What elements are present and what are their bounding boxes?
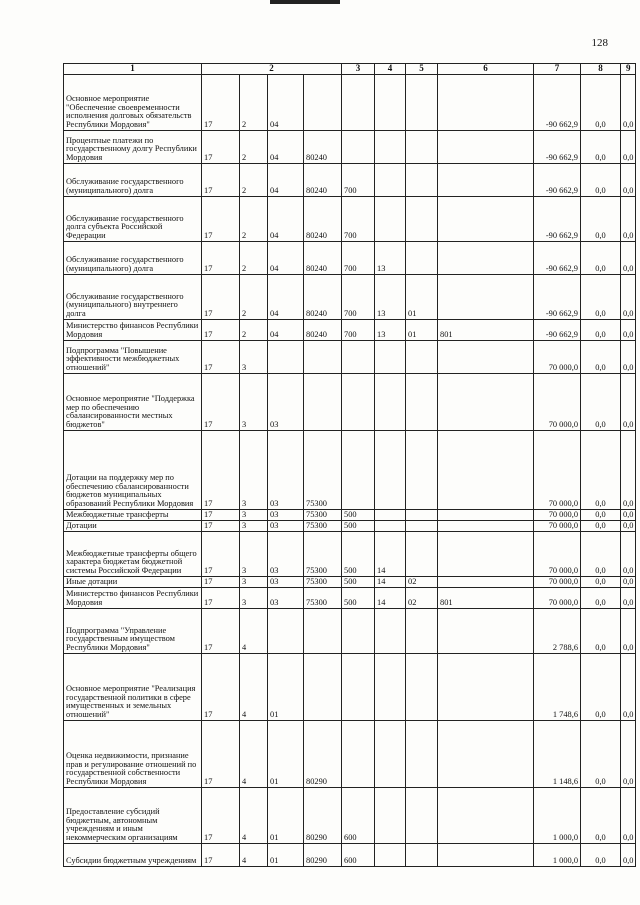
code-cell: 13 bbox=[375, 320, 406, 341]
code-cell: 700 bbox=[342, 164, 375, 197]
code-cell: 03 bbox=[268, 521, 304, 532]
value-cell: 0,0 bbox=[581, 588, 621, 609]
code-cell: 500 bbox=[342, 521, 375, 532]
code-cell: 3 bbox=[240, 510, 268, 521]
code-cell: 03 bbox=[268, 577, 304, 588]
amount-cell: -90 662,9 bbox=[534, 131, 581, 164]
amount-cell: 70 000,0 bbox=[534, 588, 581, 609]
code-cell: 75300 bbox=[304, 588, 342, 609]
code-cell: 17 bbox=[202, 577, 240, 588]
table-row bbox=[64, 197, 636, 242]
code-cell bbox=[438, 275, 534, 320]
code-cell: 17 bbox=[202, 275, 240, 320]
row-name: Основное мероприятие "Поддержка мер по обеспечению сбалансированности местных бюджетов" bbox=[64, 374, 202, 431]
code-cell: 80240 bbox=[304, 320, 342, 341]
code-cell: 17 bbox=[202, 374, 240, 431]
code-cell: 75300 bbox=[304, 532, 342, 577]
code-cell: 4 bbox=[240, 721, 268, 788]
value-cell: 0,0 bbox=[581, 341, 621, 374]
scan-artifact bbox=[270, 0, 340, 4]
row-name: Дотации на поддержку мер по обеспечению сбалансированности бюджетов муниципальных образований Республики Мордовия bbox=[64, 431, 202, 510]
code-cell bbox=[342, 609, 375, 654]
code-cell bbox=[342, 75, 375, 131]
code-cell: 04 bbox=[268, 197, 304, 242]
header-cell: 5 bbox=[406, 64, 438, 75]
row-name: Процентные платежи по государственному долгу Республики Мордовия bbox=[64, 131, 202, 164]
amount-cell: -90 662,9 bbox=[534, 164, 581, 197]
value-cell: 0,0 bbox=[621, 431, 636, 510]
code-cell: 3 bbox=[240, 577, 268, 588]
value-cell: 0,0 bbox=[621, 275, 636, 320]
value-cell: 0,0 bbox=[581, 164, 621, 197]
amount-cell: 70 000,0 bbox=[534, 577, 581, 588]
value-cell: 0,0 bbox=[621, 654, 636, 721]
table-row bbox=[64, 242, 636, 275]
code-cell bbox=[304, 75, 342, 131]
header-cell: 8 bbox=[581, 64, 621, 75]
code-cell bbox=[304, 374, 342, 431]
value-cell: 0,0 bbox=[621, 242, 636, 275]
value-cell: 0,0 bbox=[621, 197, 636, 242]
table-row bbox=[64, 844, 636, 867]
code-cell bbox=[438, 532, 534, 577]
value-cell: 0,0 bbox=[621, 164, 636, 197]
code-cell bbox=[406, 131, 438, 164]
code-cell: 17 bbox=[202, 788, 240, 844]
code-cell: 03 bbox=[268, 374, 304, 431]
code-cell bbox=[342, 654, 375, 721]
row-name: Основное мероприятие "Обеспечение своевременности исполнения долговых обязательств Республики Мордовия" bbox=[64, 75, 202, 131]
row-name: Министерство финансов Республики Мордовия bbox=[64, 588, 202, 609]
code-cell: 4 bbox=[240, 788, 268, 844]
row-name: Предоставление субсидий бюджетным, автономным учреждениям и иным некоммерческим организациям bbox=[64, 788, 202, 844]
code-cell bbox=[406, 341, 438, 374]
code-cell bbox=[406, 197, 438, 242]
code-cell: 3 bbox=[240, 588, 268, 609]
code-cell bbox=[304, 609, 342, 654]
header-cell: 4 bbox=[375, 64, 406, 75]
code-cell: 2 bbox=[240, 131, 268, 164]
code-cell: 17 bbox=[202, 654, 240, 721]
code-cell bbox=[438, 521, 534, 532]
code-cell: 80240 bbox=[304, 197, 342, 242]
row-name: Обслуживание государственного (муниципального) долга bbox=[64, 242, 202, 275]
code-cell: 01 bbox=[406, 320, 438, 341]
code-cell: 03 bbox=[268, 588, 304, 609]
value-cell: 0,0 bbox=[581, 788, 621, 844]
value-cell: 0,0 bbox=[581, 577, 621, 588]
code-cell: 14 bbox=[375, 532, 406, 577]
code-cell: 01 bbox=[268, 721, 304, 788]
amount-cell: 1 148,6 bbox=[534, 721, 581, 788]
budget-table bbox=[63, 63, 636, 867]
page-number: 128 bbox=[591, 37, 608, 49]
code-cell bbox=[438, 654, 534, 721]
value-cell: 0,0 bbox=[621, 609, 636, 654]
code-cell: 80240 bbox=[304, 242, 342, 275]
value-cell: 0,0 bbox=[581, 275, 621, 320]
code-cell: 80240 bbox=[304, 131, 342, 164]
code-cell bbox=[438, 788, 534, 844]
table-row bbox=[64, 588, 636, 609]
code-cell bbox=[375, 788, 406, 844]
code-cell bbox=[375, 510, 406, 521]
code-cell bbox=[268, 341, 304, 374]
code-cell: 17 bbox=[202, 510, 240, 521]
value-cell: 0,0 bbox=[581, 75, 621, 131]
amount-cell: 1 000,0 bbox=[534, 844, 581, 867]
table-row bbox=[64, 654, 636, 721]
value-cell: 0,0 bbox=[621, 532, 636, 577]
code-cell: 17 bbox=[202, 75, 240, 131]
value-cell: 0,0 bbox=[581, 320, 621, 341]
code-cell: 80240 bbox=[304, 275, 342, 320]
code-cell: 17 bbox=[202, 532, 240, 577]
code-cell: 13 bbox=[375, 275, 406, 320]
code-cell: 4 bbox=[240, 609, 268, 654]
code-cell: 80290 bbox=[304, 721, 342, 788]
code-cell: 2 bbox=[240, 275, 268, 320]
table-row bbox=[64, 431, 636, 510]
value-cell: 0,0 bbox=[621, 320, 636, 341]
row-name: Межбюджетные трансферты bbox=[64, 510, 202, 521]
code-cell: 4 bbox=[240, 844, 268, 867]
code-cell bbox=[406, 75, 438, 131]
code-cell bbox=[406, 242, 438, 275]
amount-cell: -90 662,9 bbox=[534, 275, 581, 320]
code-cell bbox=[438, 844, 534, 867]
code-cell: 700 bbox=[342, 275, 375, 320]
code-cell: 01 bbox=[268, 788, 304, 844]
code-cell bbox=[375, 75, 406, 131]
amount-cell: 1 000,0 bbox=[534, 788, 581, 844]
code-cell bbox=[438, 164, 534, 197]
code-cell: 500 bbox=[342, 510, 375, 521]
code-cell bbox=[406, 521, 438, 532]
value-cell: 0,0 bbox=[621, 588, 636, 609]
value-cell: 0,0 bbox=[621, 341, 636, 374]
value-cell: 0,0 bbox=[621, 374, 636, 431]
code-cell: 17 bbox=[202, 320, 240, 341]
amount-cell: -90 662,9 bbox=[534, 320, 581, 341]
code-cell: 17 bbox=[202, 588, 240, 609]
code-cell: 17 bbox=[202, 609, 240, 654]
code-cell bbox=[438, 75, 534, 131]
code-cell bbox=[342, 721, 375, 788]
value-cell: 0,0 bbox=[581, 374, 621, 431]
code-cell bbox=[406, 788, 438, 844]
value-cell: 0,0 bbox=[621, 788, 636, 844]
row-name: Обслуживание государственного долга субъекта Российской Федерации bbox=[64, 197, 202, 242]
code-cell: 04 bbox=[268, 320, 304, 341]
table-row bbox=[64, 374, 636, 431]
code-cell: 801 bbox=[438, 588, 534, 609]
code-cell: 700 bbox=[342, 197, 375, 242]
code-cell: 17 bbox=[202, 721, 240, 788]
code-cell bbox=[375, 131, 406, 164]
amount-cell: -90 662,9 bbox=[534, 75, 581, 131]
value-cell: 0,0 bbox=[621, 510, 636, 521]
code-cell: 600 bbox=[342, 844, 375, 867]
table-row bbox=[64, 532, 636, 577]
table-row bbox=[64, 341, 636, 374]
code-cell: 03 bbox=[268, 510, 304, 521]
code-cell: 01 bbox=[406, 275, 438, 320]
code-cell: 17 bbox=[202, 164, 240, 197]
code-cell: 14 bbox=[375, 588, 406, 609]
code-cell bbox=[438, 374, 534, 431]
code-cell: 2 bbox=[240, 320, 268, 341]
amount-cell: 1 748,6 bbox=[534, 654, 581, 721]
code-cell: 04 bbox=[268, 75, 304, 131]
code-cell bbox=[438, 431, 534, 510]
code-cell: 801 bbox=[438, 320, 534, 341]
row-name: Основное мероприятие "Реализация государственной политики в сфере имущественных и земельных отношений" bbox=[64, 654, 202, 721]
code-cell: 04 bbox=[268, 275, 304, 320]
code-cell: 3 bbox=[240, 374, 268, 431]
code-cell bbox=[438, 131, 534, 164]
table-header-row bbox=[64, 64, 636, 75]
code-cell bbox=[406, 374, 438, 431]
code-cell bbox=[375, 844, 406, 867]
amount-cell: 70 000,0 bbox=[534, 521, 581, 532]
code-cell: 700 bbox=[342, 242, 375, 275]
amount-cell: -90 662,9 bbox=[534, 242, 581, 275]
code-cell: 04 bbox=[268, 131, 304, 164]
header-cell: 9 bbox=[621, 64, 636, 75]
amount-cell: 70 000,0 bbox=[534, 341, 581, 374]
code-cell bbox=[375, 341, 406, 374]
code-cell bbox=[438, 197, 534, 242]
row-name: Иные дотации bbox=[64, 577, 202, 588]
code-cell: 500 bbox=[342, 532, 375, 577]
value-cell: 0,0 bbox=[621, 521, 636, 532]
code-cell: 4 bbox=[240, 654, 268, 721]
table-row bbox=[64, 609, 636, 654]
row-name: Обслуживание государственного (муниципального) внутреннего долга bbox=[64, 275, 202, 320]
amount-cell: 70 000,0 bbox=[534, 510, 581, 521]
code-cell bbox=[438, 721, 534, 788]
code-cell: 3 bbox=[240, 341, 268, 374]
value-cell: 0,0 bbox=[581, 521, 621, 532]
code-cell: 500 bbox=[342, 577, 375, 588]
amount-cell: -90 662,9 bbox=[534, 197, 581, 242]
code-cell bbox=[342, 341, 375, 374]
code-cell bbox=[375, 654, 406, 721]
value-cell: 0,0 bbox=[621, 577, 636, 588]
row-name: Оценка недвижимости, признание прав и регулирование отношений по государственной собственности Республики Мордовия bbox=[64, 721, 202, 788]
code-cell bbox=[375, 431, 406, 510]
code-cell bbox=[438, 341, 534, 374]
code-cell bbox=[304, 341, 342, 374]
code-cell bbox=[406, 721, 438, 788]
code-cell: 04 bbox=[268, 164, 304, 197]
amount-cell: 2 788,6 bbox=[534, 609, 581, 654]
code-cell: 3 bbox=[240, 521, 268, 532]
code-cell: 2 bbox=[240, 164, 268, 197]
code-cell: 80240 bbox=[304, 164, 342, 197]
code-cell bbox=[375, 197, 406, 242]
header-cell: 2 bbox=[202, 64, 342, 75]
table-row bbox=[64, 788, 636, 844]
header-cell: 3 bbox=[342, 64, 375, 75]
code-cell: 17 bbox=[202, 197, 240, 242]
code-cell bbox=[342, 374, 375, 431]
value-cell: 0,0 bbox=[621, 721, 636, 788]
row-name: Обслуживание государственного (муниципального) долга bbox=[64, 164, 202, 197]
code-cell: 2 bbox=[240, 197, 268, 242]
code-cell: 75300 bbox=[304, 521, 342, 532]
code-cell: 17 bbox=[202, 131, 240, 164]
table-row bbox=[64, 510, 636, 521]
code-cell: 2 bbox=[240, 242, 268, 275]
code-cell bbox=[406, 532, 438, 577]
code-cell: 17 bbox=[202, 341, 240, 374]
code-cell bbox=[375, 164, 406, 197]
code-cell bbox=[438, 609, 534, 654]
value-cell: 0,0 bbox=[621, 844, 636, 867]
code-cell: 500 bbox=[342, 588, 375, 609]
code-cell bbox=[268, 609, 304, 654]
code-cell: 75300 bbox=[304, 510, 342, 521]
value-cell: 0,0 bbox=[581, 721, 621, 788]
value-cell: 0,0 bbox=[581, 431, 621, 510]
code-cell bbox=[438, 577, 534, 588]
amount-cell: 70 000,0 bbox=[534, 431, 581, 510]
code-cell: 600 bbox=[342, 788, 375, 844]
code-cell: 01 bbox=[268, 844, 304, 867]
value-cell: 0,0 bbox=[581, 197, 621, 242]
table-row bbox=[64, 164, 636, 197]
value-cell: 0,0 bbox=[581, 609, 621, 654]
code-cell: 03 bbox=[268, 532, 304, 577]
code-cell bbox=[342, 431, 375, 510]
code-cell bbox=[438, 510, 534, 521]
code-cell: 3 bbox=[240, 431, 268, 510]
table-row bbox=[64, 721, 636, 788]
value-cell: 0,0 bbox=[581, 654, 621, 721]
code-cell bbox=[375, 609, 406, 654]
code-cell bbox=[375, 721, 406, 788]
code-cell: 17 bbox=[202, 431, 240, 510]
row-name: Министерство финансов Республики Мордовия bbox=[64, 320, 202, 341]
row-name: Подпрограмма "Управление государственным имуществом Республики Мордовия" bbox=[64, 609, 202, 654]
value-cell: 0,0 bbox=[581, 532, 621, 577]
value-cell: 0,0 bbox=[621, 131, 636, 164]
value-cell: 0,0 bbox=[581, 844, 621, 867]
amount-cell: 70 000,0 bbox=[534, 532, 581, 577]
value-cell: 0,0 bbox=[581, 242, 621, 275]
code-cell: 04 bbox=[268, 242, 304, 275]
code-cell: 700 bbox=[342, 320, 375, 341]
row-name: Подпрограмма "Повышение эффективности межбюджетных отношений" bbox=[64, 341, 202, 374]
code-cell: 17 bbox=[202, 242, 240, 275]
code-cell: 80290 bbox=[304, 788, 342, 844]
header-cell: 1 bbox=[64, 64, 202, 75]
code-cell bbox=[438, 242, 534, 275]
value-cell: 0,0 bbox=[621, 75, 636, 131]
table-row bbox=[64, 275, 636, 320]
table-row bbox=[64, 577, 636, 588]
row-name: Дотации bbox=[64, 521, 202, 532]
row-name: Субсидии бюджетным учреждениям bbox=[64, 844, 202, 867]
code-cell bbox=[406, 431, 438, 510]
row-name: Межбюджетные трансферты общего характера бюджетам бюджетной системы Российской Федерации bbox=[64, 532, 202, 577]
header-cell: 6 bbox=[438, 64, 534, 75]
code-cell: 14 bbox=[375, 577, 406, 588]
code-cell bbox=[406, 844, 438, 867]
code-cell: 75300 bbox=[304, 577, 342, 588]
code-cell: 2 bbox=[240, 75, 268, 131]
header-cell: 7 bbox=[534, 64, 581, 75]
code-cell: 02 bbox=[406, 577, 438, 588]
value-cell: 0,0 bbox=[581, 510, 621, 521]
table-row bbox=[64, 320, 636, 341]
code-cell: 03 bbox=[268, 431, 304, 510]
code-cell bbox=[342, 131, 375, 164]
value-cell: 0,0 bbox=[581, 131, 621, 164]
table-row bbox=[64, 75, 636, 131]
code-cell: 17 bbox=[202, 521, 240, 532]
code-cell bbox=[406, 510, 438, 521]
code-cell bbox=[406, 609, 438, 654]
code-cell: 80290 bbox=[304, 844, 342, 867]
code-cell bbox=[375, 374, 406, 431]
code-cell bbox=[375, 521, 406, 532]
table-row bbox=[64, 521, 636, 532]
amount-cell: 70 000,0 bbox=[534, 374, 581, 431]
table-row bbox=[64, 131, 636, 164]
code-cell: 75300 bbox=[304, 431, 342, 510]
code-cell: 02 bbox=[406, 588, 438, 609]
code-cell: 3 bbox=[240, 532, 268, 577]
code-cell: 13 bbox=[375, 242, 406, 275]
code-cell: 01 bbox=[268, 654, 304, 721]
code-cell bbox=[304, 654, 342, 721]
code-cell: 17 bbox=[202, 844, 240, 867]
code-cell bbox=[406, 164, 438, 197]
code-cell bbox=[406, 654, 438, 721]
